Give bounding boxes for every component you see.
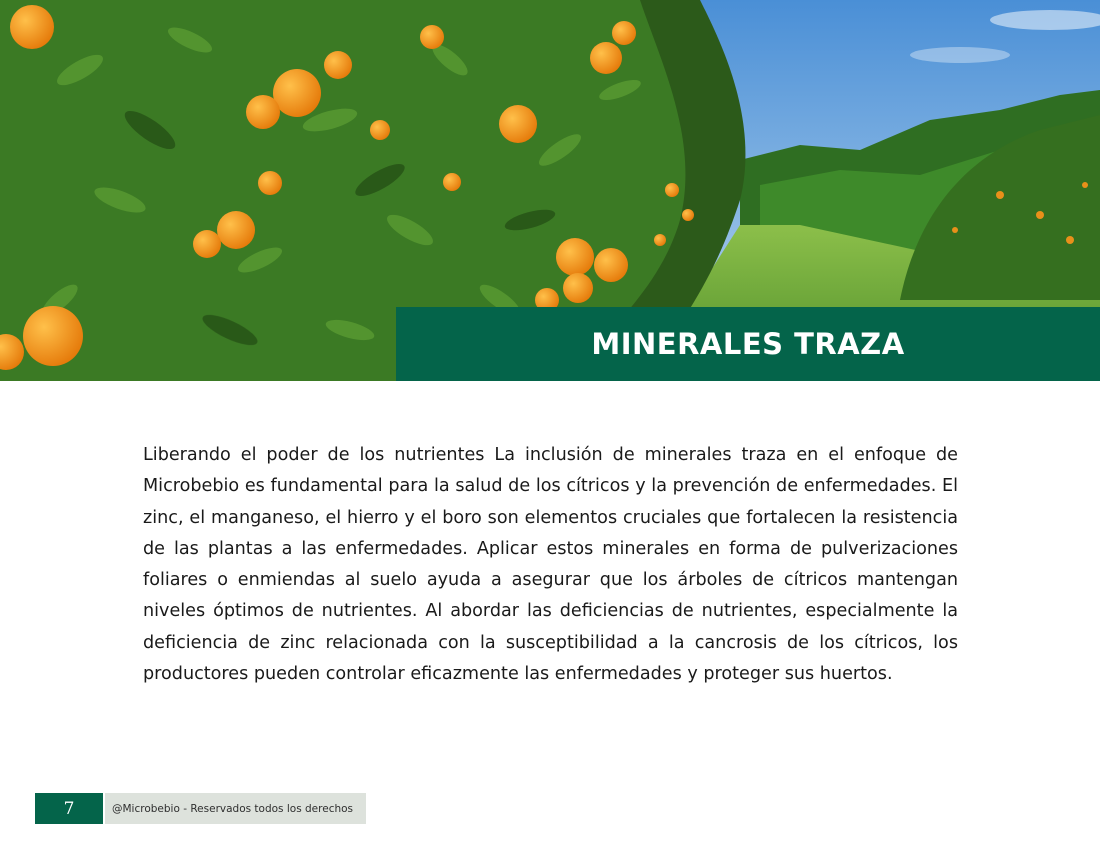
body-paragraph: Liberando el poder de los nutrientes La inclusión de minerales traza en el enfoque de Microbebio es fundamental para la salud de los cítricos y la prevención de enfermedades. El zinc, el manganeso, el hierro y el boro son elementos cruciales que fortalecen la resistencia de las plantas a las enfermedades. Aplicar estos minerales en forma de pulverizaciones foliares o enmiendas al suelo ayuda a asegurar que los árboles de cítricos mantengan niveles óptimos de nutrientes. Al abordar las deficiencias de nutrientes, especialmente la deficiencia de zinc relacionada con la susceptibilidad a la cancrosis de los cítricos, los productores pueden controlar eficazmente las enfermedades y proteger sus huertos.: [143, 445, 958, 685]
page-title: MINERALES TRAZA: [591, 327, 905, 361]
page-number: 7: [35, 793, 103, 824]
title-banner: [396, 307, 1100, 381]
copyright-notice: @Microbebio - Reservados todos los derechos: [105, 793, 366, 824]
